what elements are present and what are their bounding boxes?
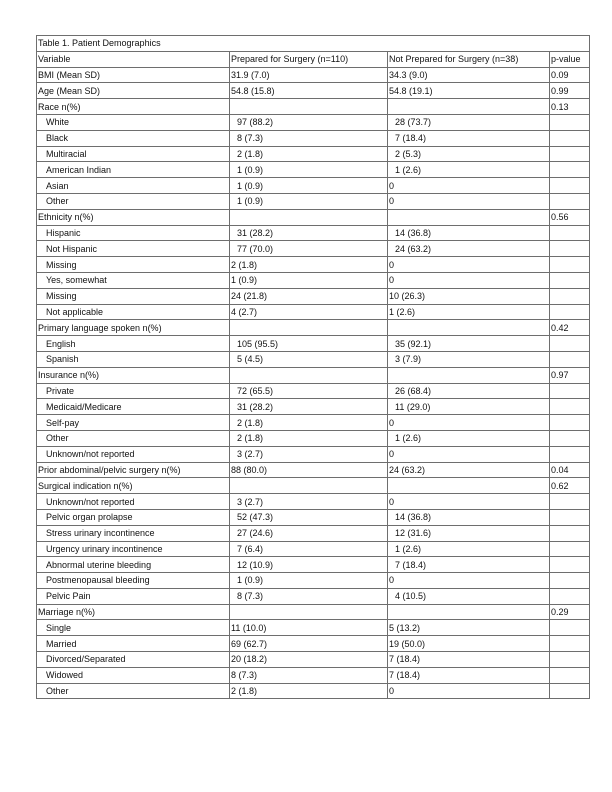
table-row-subcategory — [37, 652, 590, 668]
prepared-value: 8 (7.3) — [230, 130, 388, 146]
p-value: 0.62 — [550, 478, 590, 494]
p-value — [550, 146, 590, 162]
p-value: 0.56 — [550, 209, 590, 225]
table-row-subcategory — [37, 541, 590, 557]
not-prepared-value: 5 (13.2) — [388, 620, 550, 636]
table-row-subcategory — [37, 620, 590, 636]
table-row-subcategory — [37, 130, 590, 146]
row-label: English — [37, 336, 230, 352]
row-label: Not Hispanic — [37, 241, 230, 257]
p-value: 0.29 — [550, 604, 590, 620]
row-label: Yes, somewhat — [37, 272, 230, 288]
table-row-category — [37, 99, 590, 115]
not-prepared-value: 19 (50.0) — [388, 636, 550, 652]
table-row-subcategory — [37, 557, 590, 573]
p-value — [550, 351, 590, 367]
not-prepared-value: 0 — [388, 573, 550, 589]
prepared-value: 24 (21.8) — [230, 288, 388, 304]
table-header-row — [37, 51, 590, 67]
prepared-value: 2 (1.8) — [230, 430, 388, 446]
not-prepared-value: 7 (18.4) — [388, 557, 550, 573]
row-label: Private — [37, 383, 230, 399]
document-page — [36, 35, 590, 699]
table-row-subcategory — [37, 415, 590, 431]
p-value — [550, 588, 590, 604]
p-value — [550, 130, 590, 146]
table-row-subcategory — [37, 336, 590, 352]
table-row-subcategory — [37, 667, 590, 683]
prepared-value: 2 (1.8) — [230, 146, 388, 162]
row-label: Divorced/Separated — [37, 652, 230, 668]
not-prepared-value: 1 (2.6) — [388, 162, 550, 178]
prepared-value: 77 (70.0) — [230, 241, 388, 257]
prepared-value: 2 (1.8) — [230, 415, 388, 431]
table-title-row — [37, 36, 590, 52]
row-label: Multiracial — [37, 146, 230, 162]
p-value — [550, 525, 590, 541]
prepared-value — [230, 367, 388, 383]
table-row-subcategory — [37, 257, 590, 273]
row-label: Medicaid/Medicare — [37, 399, 230, 415]
p-value — [550, 573, 590, 589]
not-prepared-value: 14 (36.8) — [388, 509, 550, 525]
not-prepared-value: 7 (18.4) — [388, 652, 550, 668]
prepared-value: 5 (4.5) — [230, 351, 388, 367]
table-row-subcategory — [37, 494, 590, 510]
not-prepared-value: 0 — [388, 683, 550, 699]
row-label: Not applicable — [37, 304, 230, 320]
p-value: 0.97 — [550, 367, 590, 383]
p-value — [550, 557, 590, 573]
table-row-category — [37, 604, 590, 620]
table-row-subcategory — [37, 430, 590, 446]
prepared-value: 69 (62.7) — [230, 636, 388, 652]
prepared-value: 105 (95.5) — [230, 336, 388, 352]
not-prepared-value: 0 — [388, 257, 550, 273]
p-value — [550, 446, 590, 462]
not-prepared-value: 0 — [388, 193, 550, 209]
patient-demographics-table — [36, 35, 590, 699]
table-row-subcategory — [37, 241, 590, 257]
p-value — [550, 494, 590, 510]
p-value — [550, 430, 590, 446]
not-prepared-value: 0 — [388, 446, 550, 462]
prepared-value — [230, 478, 388, 494]
prepared-value: 1 (0.9) — [230, 178, 388, 194]
p-value — [550, 541, 590, 557]
not-prepared-value: 7 (18.4) — [388, 130, 550, 146]
p-value — [550, 225, 590, 241]
row-label: Hispanic — [37, 225, 230, 241]
table-row-subcategory — [37, 573, 590, 589]
prepared-value — [230, 99, 388, 115]
not-prepared-value: 0 — [388, 178, 550, 194]
table-row-category — [37, 462, 590, 478]
row-label: Single — [37, 620, 230, 636]
p-value — [550, 652, 590, 668]
prepared-value: 88 (80.0) — [230, 462, 388, 478]
p-value — [550, 667, 590, 683]
p-value — [550, 304, 590, 320]
p-value — [550, 288, 590, 304]
row-label: Urgency urinary incontinence — [37, 541, 230, 557]
not-prepared-value — [388, 478, 550, 494]
row-label: Ethnicity n(%) — [37, 209, 230, 225]
prepared-value: 1 (0.9) — [230, 573, 388, 589]
p-value — [550, 383, 590, 399]
table-row-subcategory — [37, 399, 590, 415]
prepared-value: 20 (18.2) — [230, 652, 388, 668]
not-prepared-value: 2 (5.3) — [388, 146, 550, 162]
row-label: Spanish — [37, 351, 230, 367]
table-row-category — [37, 320, 590, 336]
prepared-value: 1 (0.9) — [230, 272, 388, 288]
p-value — [550, 636, 590, 652]
not-prepared-value: 0 — [388, 272, 550, 288]
not-prepared-value: 0 — [388, 494, 550, 510]
prepared-value: 54.8 (15.8) — [230, 83, 388, 99]
p-value — [550, 178, 590, 194]
table-row-subcategory — [37, 272, 590, 288]
row-label: Age (Mean SD) — [37, 83, 230, 99]
table-row-category — [37, 83, 590, 99]
prepared-value — [230, 604, 388, 620]
prepared-value: 2 (1.8) — [230, 683, 388, 699]
not-prepared-value: 24 (63.2) — [388, 241, 550, 257]
not-prepared-value: 14 (36.8) — [388, 225, 550, 241]
row-label: Pelvic organ prolapse — [37, 509, 230, 525]
table-row-subcategory — [37, 288, 590, 304]
prepared-value: 8 (7.3) — [230, 588, 388, 604]
prepared-value: 8 (7.3) — [230, 667, 388, 683]
p-value — [550, 336, 590, 352]
not-prepared-value — [388, 604, 550, 620]
p-value: 0.13 — [550, 99, 590, 115]
p-value — [550, 272, 590, 288]
not-prepared-value — [388, 99, 550, 115]
table-row-subcategory — [37, 146, 590, 162]
table-row-subcategory — [37, 225, 590, 241]
table-row-subcategory — [37, 351, 590, 367]
prepared-value: 31 (28.2) — [230, 399, 388, 415]
row-label: Insurance n(%) — [37, 367, 230, 383]
prepared-value: 4 (2.7) — [230, 304, 388, 320]
table-row-subcategory — [37, 446, 590, 462]
not-prepared-value: 3 (7.9) — [388, 351, 550, 367]
prepared-value: 3 (2.7) — [230, 446, 388, 462]
prepared-value: 52 (47.3) — [230, 509, 388, 525]
header-p-value: p-value — [550, 51, 590, 67]
table-row-subcategory — [37, 178, 590, 194]
table-row-category — [37, 67, 590, 83]
row-label: Other — [37, 430, 230, 446]
prepared-value: 31.9 (7.0) — [230, 67, 388, 83]
table-title: Table 1. Patient Demographics — [37, 36, 590, 52]
header-not-prepared: Not Prepared for Surgery (n=38) — [388, 51, 550, 67]
p-value — [550, 415, 590, 431]
p-value — [550, 509, 590, 525]
p-value: 0.04 — [550, 462, 590, 478]
prepared-value — [230, 320, 388, 336]
row-label: Married — [37, 636, 230, 652]
header-variable: Variable — [37, 51, 230, 67]
not-prepared-value: 34.3 (9.0) — [388, 67, 550, 83]
not-prepared-value: 10 (26.3) — [388, 288, 550, 304]
row-label: Race n(%) — [37, 99, 230, 115]
table-row-subcategory — [37, 525, 590, 541]
table-row-subcategory — [37, 509, 590, 525]
not-prepared-value: 26 (68.4) — [388, 383, 550, 399]
prepared-value: 27 (24.6) — [230, 525, 388, 541]
row-label: Other — [37, 683, 230, 699]
not-prepared-value: 24 (63.2) — [388, 462, 550, 478]
not-prepared-value: 35 (92.1) — [388, 336, 550, 352]
p-value: 0.99 — [550, 83, 590, 99]
p-value: 0.09 — [550, 67, 590, 83]
not-prepared-value: 28 (73.7) — [388, 114, 550, 130]
row-label: Missing — [37, 257, 230, 273]
prepared-value: 7 (6.4) — [230, 541, 388, 557]
p-value — [550, 114, 590, 130]
row-label: Other — [37, 193, 230, 209]
row-label: Missing — [37, 288, 230, 304]
prepared-value — [230, 209, 388, 225]
table-row-subcategory — [37, 383, 590, 399]
table-row-subcategory — [37, 683, 590, 699]
p-value — [550, 620, 590, 636]
p-value — [550, 683, 590, 699]
not-prepared-value: 1 (2.6) — [388, 541, 550, 557]
prepared-value: 12 (10.9) — [230, 557, 388, 573]
prepared-value: 97 (88.2) — [230, 114, 388, 130]
table-row-subcategory — [37, 114, 590, 130]
not-prepared-value: 1 (2.6) — [388, 304, 550, 320]
prepared-value: 72 (65.5) — [230, 383, 388, 399]
row-label: American Indian — [37, 162, 230, 178]
prepared-value: 1 (0.9) — [230, 193, 388, 209]
table-row-subcategory — [37, 636, 590, 652]
row-label: Asian — [37, 178, 230, 194]
row-label: Marriage n(%) — [37, 604, 230, 620]
not-prepared-value: 12 (31.6) — [388, 525, 550, 541]
not-prepared-value: 54.8 (19.1) — [388, 83, 550, 99]
row-label: White — [37, 114, 230, 130]
p-value — [550, 162, 590, 178]
table-row-subcategory — [37, 193, 590, 209]
row-label: Surgical indication n(%) — [37, 478, 230, 494]
table-row-subcategory — [37, 588, 590, 604]
prepared-value: 1 (0.9) — [230, 162, 388, 178]
row-label: Prior abdominal/pelvic surgery n(%) — [37, 462, 230, 478]
row-label: Unknown/not reported — [37, 446, 230, 462]
prepared-value: 2 (1.8) — [230, 257, 388, 273]
row-label: Abnormal uterine bleeding — [37, 557, 230, 573]
row-label: Stress urinary incontinence — [37, 525, 230, 541]
p-value — [550, 399, 590, 415]
row-label: Primary language spoken n(%) — [37, 320, 230, 336]
header-prepared: Prepared for Surgery (n=110) — [230, 51, 388, 67]
table-row-category — [37, 367, 590, 383]
not-prepared-value — [388, 209, 550, 225]
row-label: Pelvic Pain — [37, 588, 230, 604]
prepared-value: 31 (28.2) — [230, 225, 388, 241]
table-row-subcategory — [37, 162, 590, 178]
row-label: Self-pay — [37, 415, 230, 431]
p-value — [550, 257, 590, 273]
not-prepared-value: 4 (10.5) — [388, 588, 550, 604]
prepared-value: 11 (10.0) — [230, 620, 388, 636]
not-prepared-value — [388, 320, 550, 336]
not-prepared-value: 11 (29.0) — [388, 399, 550, 415]
not-prepared-value: 0 — [388, 415, 550, 431]
row-label: Unknown/not reported — [37, 494, 230, 510]
p-value — [550, 241, 590, 257]
row-label: Widowed — [37, 667, 230, 683]
row-label: Postmenopausal bleeding — [37, 573, 230, 589]
table-row-subcategory — [37, 304, 590, 320]
p-value: 0.42 — [550, 320, 590, 336]
not-prepared-value: 7 (18.4) — [388, 667, 550, 683]
not-prepared-value: 1 (2.6) — [388, 430, 550, 446]
table-row-category — [37, 478, 590, 494]
table-row-category — [37, 209, 590, 225]
p-value — [550, 193, 590, 209]
prepared-value: 3 (2.7) — [230, 494, 388, 510]
row-label: Black — [37, 130, 230, 146]
row-label: BMI (Mean SD) — [37, 67, 230, 83]
not-prepared-value — [388, 367, 550, 383]
